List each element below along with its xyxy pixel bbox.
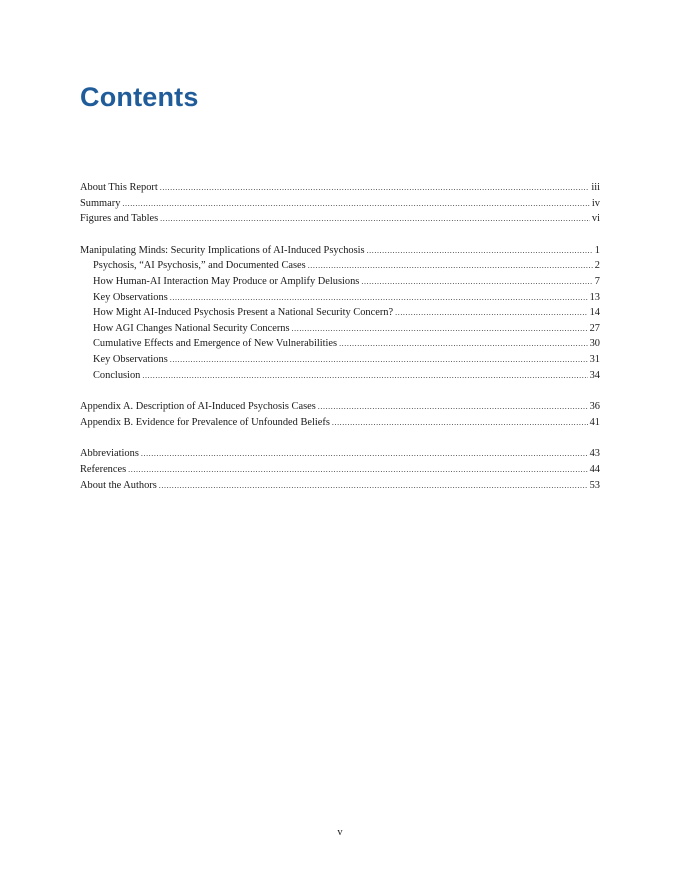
toc-entry-page[interactable]: 34 [589, 369, 600, 381]
toc-group [80, 399, 600, 430]
toc-dot-leader [318, 399, 588, 415]
toc-entry[interactable] [80, 274, 600, 290]
toc-entry[interactable] [80, 399, 600, 415]
toc-dot-leader [292, 321, 588, 337]
toc-entry-label[interactable]: Key Observations [93, 353, 168, 365]
toc-entry[interactable] [80, 321, 600, 337]
toc-entry[interactable] [80, 415, 600, 431]
toc-entry-label[interactable]: About This Report [80, 182, 158, 193]
toc-entry[interactable] [80, 462, 600, 478]
toc-entry[interactable] [80, 290, 600, 306]
toc-entry-page[interactable]: 41 [589, 416, 600, 428]
toc-group [80, 180, 600, 227]
toc-dot-leader [339, 336, 588, 352]
toc-entry-label[interactable]: How Might AI-Induced Psychosis Present a National Security Concern? [93, 307, 394, 319]
toc-dot-leader [367, 243, 593, 259]
toc-entry-page[interactable]: iv [591, 197, 600, 209]
toc-entry-label[interactable]: Appendix B. Evidence for Prevalence of Unfounded Beliefs [80, 416, 330, 428]
toc-dot-leader [160, 211, 590, 227]
toc-entry-label[interactable]: Summary [80, 197, 121, 209]
toc-dot-leader [141, 446, 588, 462]
toc-entry[interactable] [80, 336, 600, 352]
toc-entry-label[interactable]: How AGI Changes National Security Concerns [93, 322, 290, 334]
toc-dot-leader [308, 258, 593, 274]
toc-entry-page[interactable]: 44 [589, 463, 600, 475]
toc-dot-leader [128, 462, 587, 478]
toc-entry[interactable] [80, 446, 600, 462]
toc-entry-label[interactable]: Key Observations [93, 291, 168, 303]
toc-entry[interactable] [80, 478, 600, 494]
toc-dot-leader [332, 415, 588, 431]
toc-dot-leader [170, 352, 588, 368]
toc-entry[interactable] [80, 352, 600, 368]
toc-entry-page[interactable]: 30 [589, 338, 600, 350]
toc-dot-leader [170, 290, 588, 306]
toc-entry-page[interactable]: 31 [589, 353, 600, 365]
toc-dot-leader [122, 196, 590, 212]
toc-entry-page[interactable]: 43 [589, 448, 600, 460]
toc-entry[interactable] [80, 368, 600, 384]
toc-dot-leader [160, 180, 590, 196]
toc-entry-label[interactable]: How Human-AI Interaction May Produce or Amplify Delusions [93, 275, 360, 287]
toc-entry-label[interactable]: References [80, 463, 127, 475]
toc-entry-page[interactable]: vi [591, 213, 600, 225]
toc-group [80, 243, 600, 383]
toc-entry-page[interactable]: iii [591, 182, 600, 193]
toc-entry-page[interactable]: 53 [589, 479, 600, 491]
toc-entry-label[interactable]: Appendix A. Description of AI-Induced Psychosis Cases [80, 401, 316, 413]
page-title: Contents [80, 82, 199, 112]
toc-group [80, 446, 600, 493]
toc-entry-page[interactable]: 7 [594, 275, 600, 287]
toc-entry-label[interactable]: About the Authors [80, 479, 157, 491]
toc-entry-page[interactable]: 14 [589, 307, 600, 319]
toc-entry[interactable] [80, 258, 600, 274]
toc-entry[interactable] [80, 305, 600, 321]
toc-entry-label[interactable]: Figures and Tables [80, 213, 159, 225]
page-number: v [337, 827, 343, 838]
toc-entry[interactable] [80, 211, 600, 227]
table-of-contents [80, 180, 600, 509]
toc-entry-page[interactable]: 36 [589, 401, 600, 413]
toc-entry-page[interactable]: 27 [589, 322, 600, 334]
toc-entry-label[interactable]: Abbreviations [80, 448, 139, 460]
toc-dot-leader [395, 305, 587, 321]
toc-entry-label[interactable]: Conclusion [93, 369, 141, 381]
toc-entry[interactable] [80, 196, 600, 212]
toc-entry[interactable] [80, 243, 600, 259]
toc-entry-label[interactable]: Cumulative Effects and Emergence of New Vulnerabilities [93, 338, 338, 350]
toc-entry-label[interactable]: Psychosis, “AI Psychosis,” and Documented Cases [93, 260, 306, 272]
toc-entry-page[interactable]: 2 [594, 260, 600, 272]
toc-entry-page[interactable]: 1 [594, 244, 600, 256]
toc-entry[interactable] [80, 180, 600, 196]
toc-dot-leader [361, 274, 592, 290]
toc-entry-label[interactable]: Manipulating Minds: Security Implications of AI-Induced Psychosis [80, 244, 365, 256]
toc-dot-leader [142, 368, 587, 384]
toc-dot-leader [159, 478, 588, 494]
toc-entry-page[interactable]: 13 [589, 291, 600, 303]
